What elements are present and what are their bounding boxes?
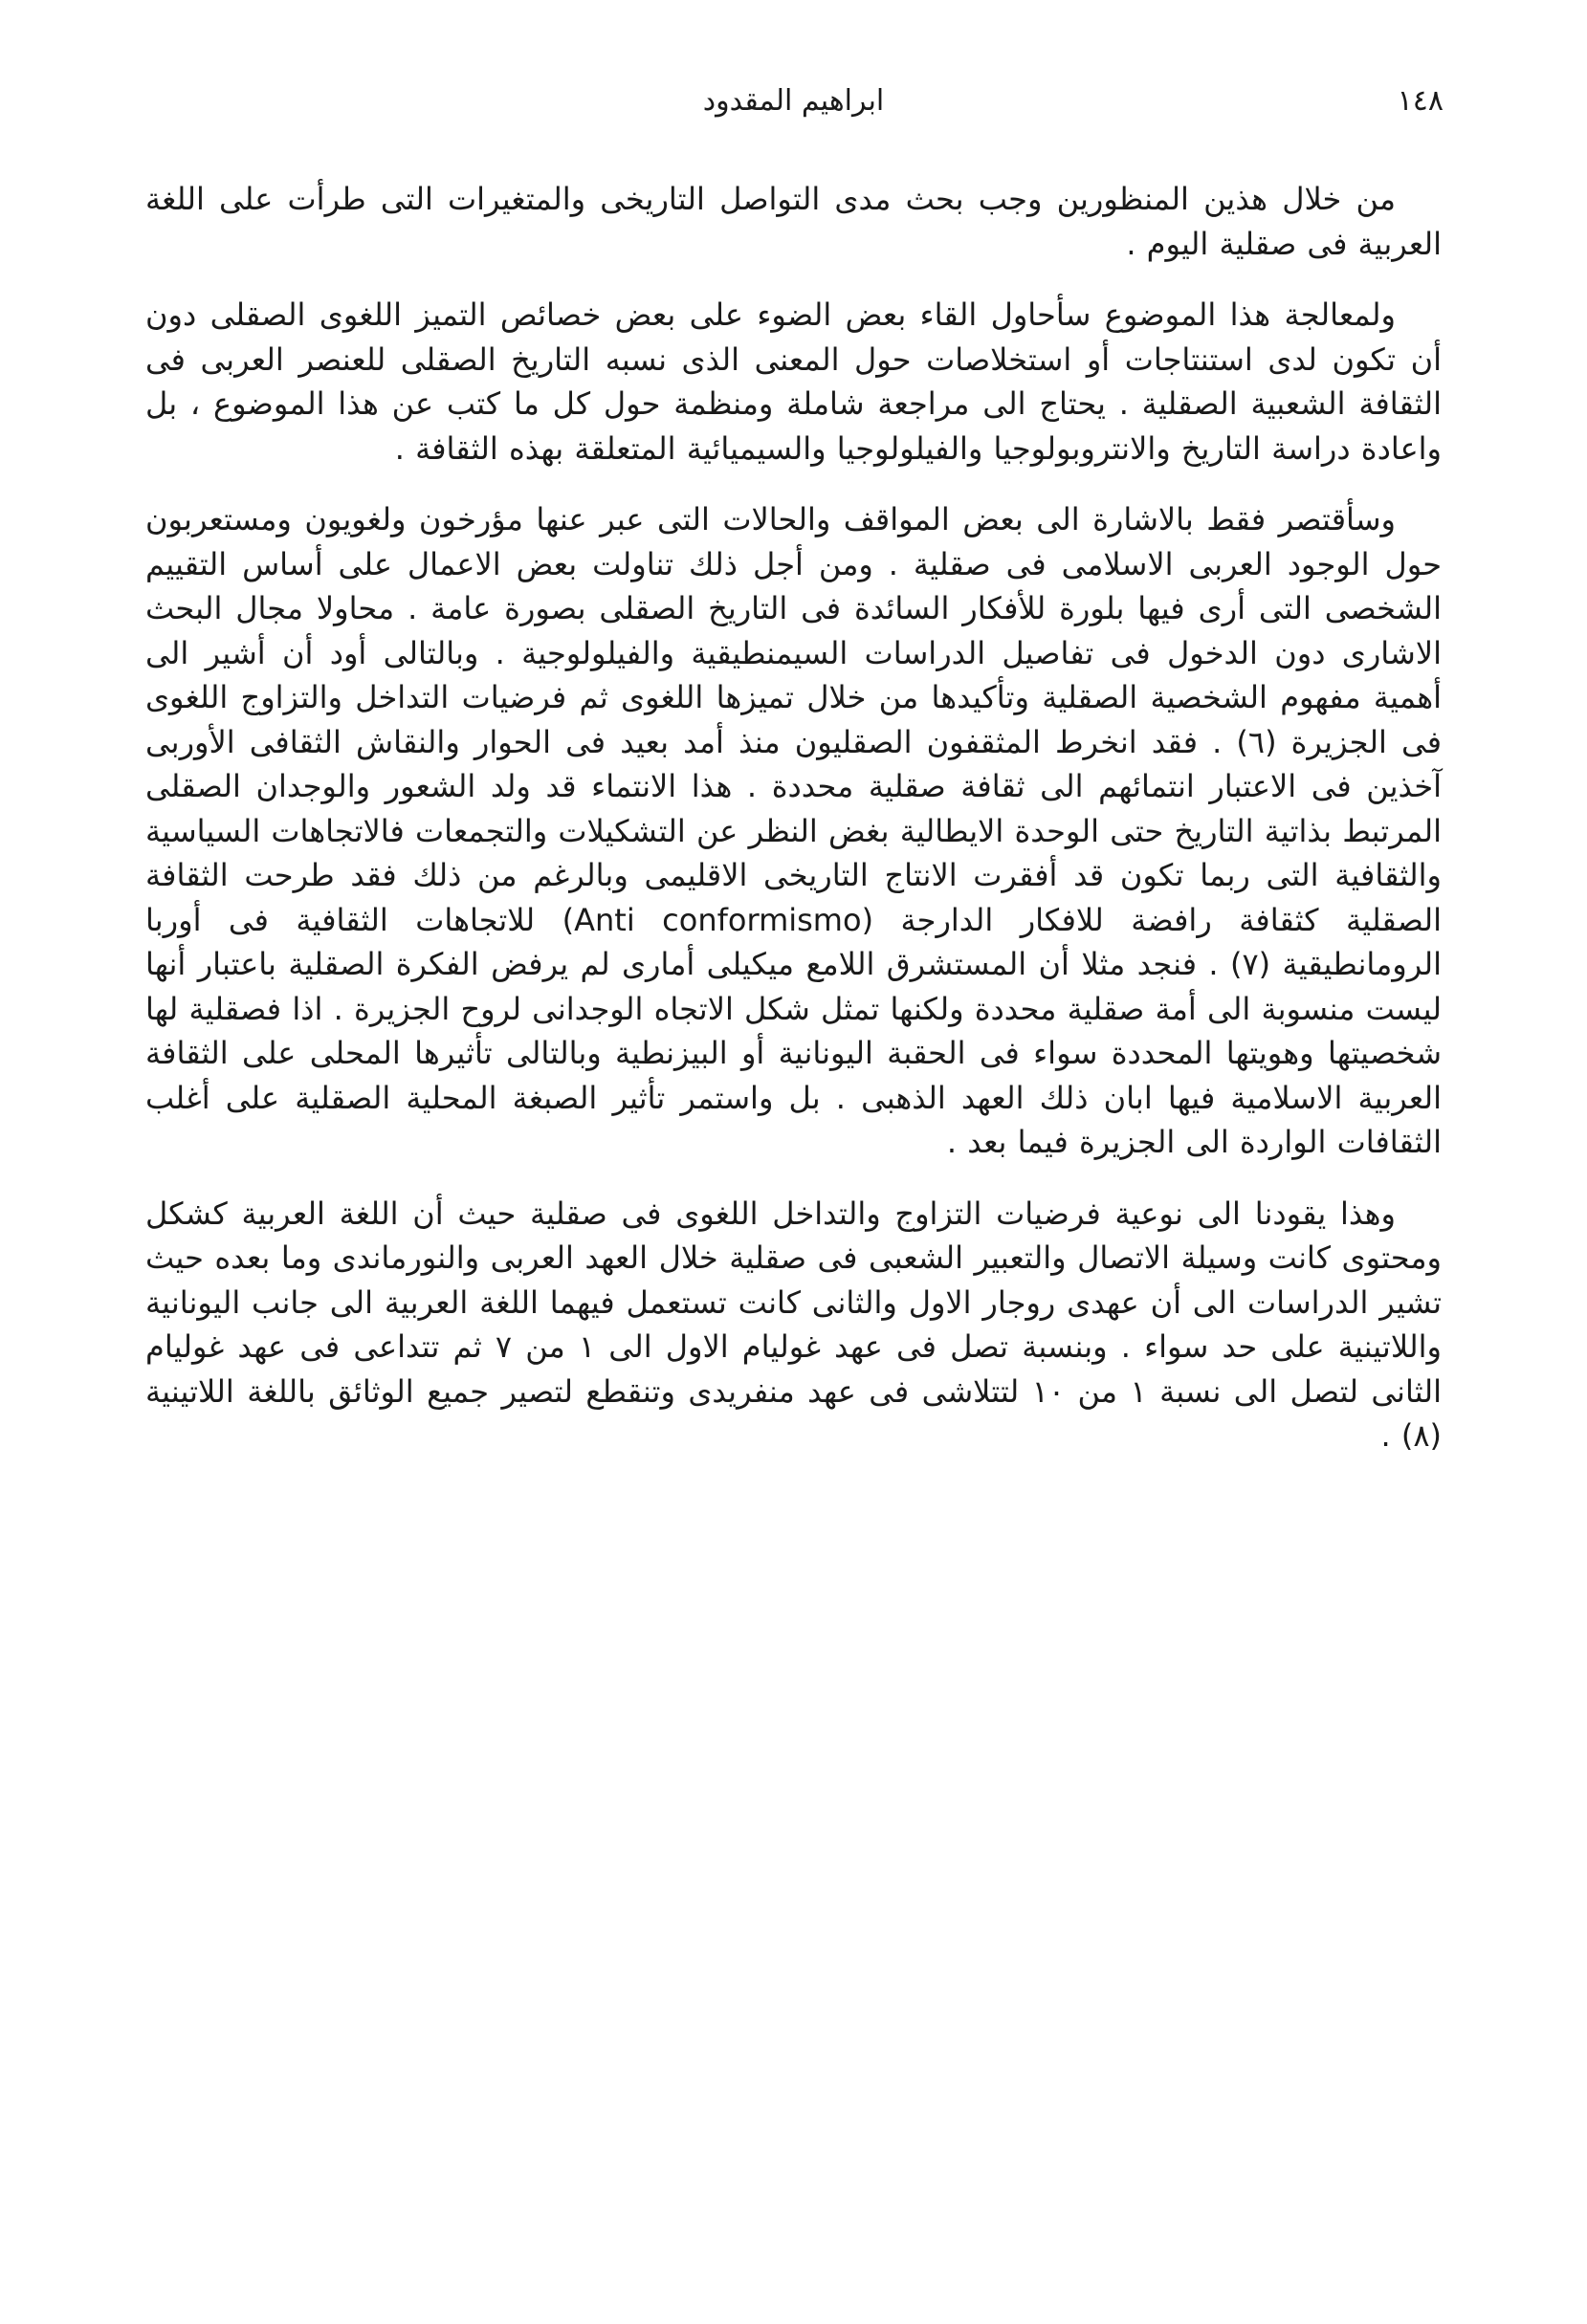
paragraph-4: وهذا يقودنا الى نوعية فرضيات التزاوج والتداخل اللغوى فى صقلية حيث أن اللغة العربية كشكل ومحتوى كانت وسيلة الاتصال والتعبير الشعبى فى صقلية خلال العهد العربى والنورماندى وما بعده حيث تشير الدراسات الى أن عهدى روجار الاول والثانى كانت تستعمل فيهما اللغة العربية الى جانب اليونانية واللاتينية على حد سواء . وبنسبة تصل فى عهد غوليام الاول الى ١ من ٧ ثم تتداعى فى عهد غوليام الثانى لتصل الى نسبة ١ من ١٠ لتتلاشى فى عهد منفريدى وتنقطع لتصير جميع الوثائق باللغة اللاتينية (٨) .	[145, 1195, 1443, 1454]
page-number: ١٤٨	[1397, 84, 1444, 118]
running-header	[143, 84, 1444, 134]
body-text	[145, 177, 1442, 1458]
paragraph-3: وسأقتصر فقط بالاشارة الى بعض المواقف والحالات التى عبر عنها مؤرخون ولغويون ومستعربون حول الوجود العربى الاسلامى فى صقلية . ومن أجل ذلك تناولت بعض الاعمال على أساس التقييم الشخصى التى أرى فيها بلورة للأفكار السائدة فى التاريخ الصقلى بصورة عامة . محاولا مجال البحث الاشارى دون الدخول فى تفاصيل الدراسات السيمنطيقية والفيلولوجية . وبالتالى أود أن أشير الى أهمية مفهوم الشخصية الصقلية وتأكيدها من خلال تميزها اللغوى ثم فرضيات التداخل والتزاوج اللغوى فى الجزيرة (٦) . فقد انخرط المثقفون الصقليون منذ أمد بعيد فى الحوار والنقاش الثقافى الأوربى آخذين فى الاعتبار انتمائهم الى ثقافة صقلية محددة . هذا الانتماء قد ولد الشعور والوجدان الصقلى المرتبط بذاتية التاريخ حتى الوحدة الايطالية بغض النظر عن التشكيلات والتجمعات فالاتجاهات السياسية والثقافية التى ربما تكون قد أفقرت الانتاج التاريخى الاقليمى وبالرغم من ذلك فقد طرحت الثقافة الصقلية كثقافة رافضة للافكار الدارجة (Anti conformismo) للاتجاهات الثقافية فى أوربا الرومانطيقية (٧) . فنجد مثلا أن المستشرق اللامع ميكيلى أمارى لم يرفض الفكرة الصقلية باعتبار أنها ليست منسوبة الى أمة صقلية محددة ولكنها تمثل شكل الاتجاه الوجدانى لروح الجزيرة . اذا فصقلية لها شخصيتها وهويتها المحددة سواء فى الحقبة اليونانية أو البيزنطية وبالتالى تأثيرها المحلى على الثقافة العربية الاسلامية فيها ابان ذلك العهد الذهبى . بل واستمر تأثير الصبغة المحلية الصقلية على أغلب الثقافات الواردة الى الجزيرة فيما بعد .	[145, 501, 1443, 1160]
paragraph-2: ولمعالجة هذا الموضوع سأحاول القاء بعض الضوء على بعض خصائص التميز اللغوى الصقلى دون أن تكون لدى استنتاجات أو استخلاصات حول المعنى الذى نسبه التاريخ الصقلى للعنصر العربى فى الثقافة الشعبية الصقلية . يحتاج الى مراجعة شاملة ومنظمة حول كل ما كتب عن هذا الموضوع ، بل واعادة دراسة التاريخ والانتروبولوجيا والفيلولوجيا والسيميائية المتعلقة بهذه الثقافة .	[145, 296, 1442, 467]
running-title: ابراهيم المقدود	[702, 84, 885, 118]
paragraph-1: من خلال هذين المنظورين وجب بحث مدى التواصل التاريخى والمتغيرات التى طرأت على اللغة العربية فى صقلية اليوم .	[145, 181, 1442, 262]
